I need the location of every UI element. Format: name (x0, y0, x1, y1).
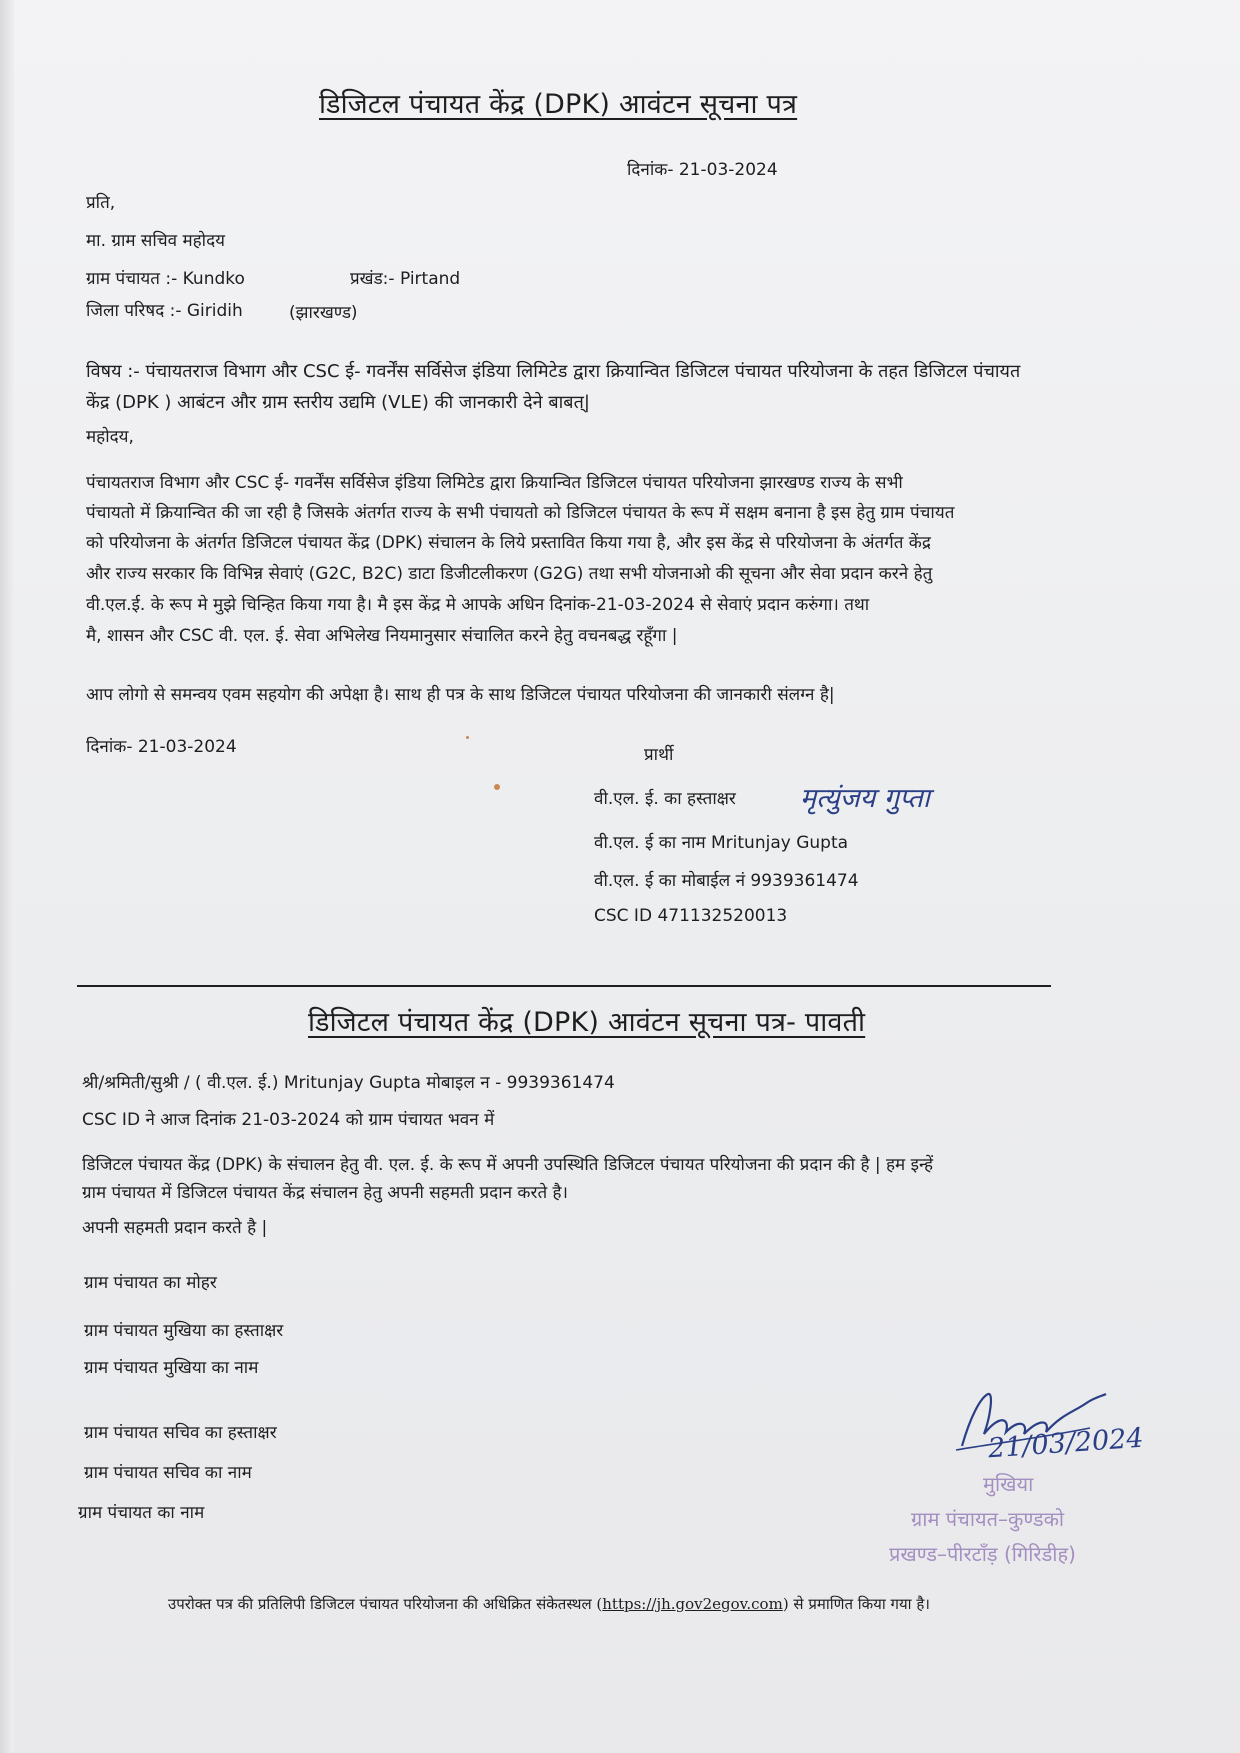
letter-date: दिनांक- 21-03-2024 (627, 160, 778, 180)
certification-note (168, 1594, 930, 1614)
receipt-line: डिजिटल पंचायत केंद्र (DPK) के संचालन हेतु वी. एल. ई. के रूप में अपनी उपस्थिति डिजिटल पंचायत परियोजना की प्रदान की है | हम इन्हें (82, 1155, 934, 1175)
body-line: पंचायतराज विभाग और CSC ई- गवर्नेंस सर्विसेज इंडिया लिमिटेड द्वारा क्रियान्वित डिजिटल पंचायत परियोजना झारखण्ड राज्य के सभी (86, 473, 903, 493)
vle-signature: मृत्युंजय गुप्ता (800, 783, 930, 814)
certification-text: उपरोक्त पत्र की प्रतिलिपी डिजिटल पंचायत परियोजना की अधिक्रित संकेतस्थल ( (168, 1595, 603, 1613)
field-panchayat-name: ग्राम पंचायत का नाम (78, 1503, 205, 1523)
addressee: मा. ग्राम सचिव महोदय (86, 231, 225, 251)
body-line: पंचायतो में क्रियान्वित की जा रही है जिसके अंतर्गत राज्य के सभी पंचायतो को डिजिटल पंचायत के रूप में सक्षम बनाना है इस हेतु ग्राम पंचायत (86, 503, 955, 523)
mukhiya-signature-date: 21/03/2024 (987, 1422, 1145, 1465)
field-mukhiya-signature: ग्राम पंचायत मुखिया का हस्ताक्षर (84, 1321, 284, 1341)
section-divider (77, 985, 1051, 987)
field-mukhiya-name: ग्राम पंचायत मुखिया का नाम (84, 1358, 259, 1378)
certification-text-end: ) से प्रमाणित किया गया है। (782, 1595, 930, 1613)
vle-signature-label: वी.एल. ई. का हस्ताक्षर (594, 789, 736, 809)
address-block: प्रखंड:- Pirtand (350, 269, 461, 289)
letter-title: डिजिटल पंचायत केंद्र (DPK) आवंटन सूचना पत्र (319, 89, 798, 120)
body-line: वी.एल.ई. के रूप मे मुझे चिन्हित किया गया है। मै इस केंद्र मे आपके अधिन दिनांक-21-03-2024 से सेवाएं प्रदान करुंगा। तथा (86, 595, 870, 615)
vle-name: वी.एल. ई का नाम Mritunjay Gupta (594, 833, 849, 853)
applicant-label: प्रार्थी (644, 745, 674, 765)
request-line: आप लोगो से समन्वय एवम सहयोग की अपेक्षा है। साथ ही पत्र के साथ डिजिटल पंचायत परियोजना की जानकारी संलग्न है| (86, 685, 835, 705)
address-to: प्रति, (86, 193, 116, 213)
receipt-title: डिजिटल पंचायत केंद्र (DPK) आवंटन सूचना पत्र- पावती (308, 1007, 866, 1038)
receipt-line: श्री/श्रमिती/सुश्री / ( वी.एल. ई.) Mritunjay Gupta मोबाइल न - 9939361474 (82, 1073, 615, 1093)
vle-mobile: वी.एल. ई का मोबाईल नं 9939361474 (594, 871, 859, 891)
stamp-block: प्रखण्ड–पीरटाँड़ (गिरिडीह) (889, 1542, 1076, 1566)
body-line: को परियोजना के अंतर्गत डिजिटल पंचायत केंद्र (DPK) संचालन के लिये प्रस्तावित किया गया है, और इस केंद्र से परियोजना के अंतर्गत केंद्र (86, 533, 931, 553)
body-line: और राज्य सरकार कि विभिन्न सेवाएं (G2C, B2C) डाटा डिजीटलीकरण (G2G) तथा सभी योजनाओ की सूचना और सेवा प्रदान करने हेतु (86, 564, 933, 584)
footer-date: दिनांक- 21-03-2024 (86, 737, 237, 757)
subject: विषय :- पंचायतराज विभाग और CSC ई- गवर्नेंस सर्विसेज इंडिया लिमिटेड द्वारा क्रियान्वित डिजिटल पंचायत परियोजना के तहत डिजिटल पंचायत केंद्र (DPK ) आबंटन और ग्राम स्तरीय उद्यमि (VLE) की जानकारी देने बाबत्| (86, 361, 1021, 413)
receipt-line: CSC ID ने आज दिनांक 21-03-2024 को ग्राम पंचायत भवन में (82, 1110, 495, 1130)
receipt-line: ग्राम पंचायत में डिजिटल पंचायत केंद्र संचालन हेतु अपनी सहमती प्रदान करते है। (82, 1183, 569, 1203)
certification-link[interactable]: https://jh.gov2egov.com (602, 1595, 783, 1613)
body-line: मै, शासन और CSC वी. एल. ई. सेवा अभिलेख नियमानुसार संचालित करने हेतु वचनबद्ध रहूँगा | (86, 626, 678, 646)
ink-blot (494, 784, 500, 790)
field-sachiv-signature: ग्राम पंचायत सचिव का हस्ताक्षर (84, 1423, 277, 1443)
address-state: (झारखण्ड) (289, 303, 358, 323)
ink-blot (466, 736, 469, 739)
address-panchayat: ग्राम पंचायत :- Kundko (86, 269, 245, 289)
field-stamp: ग्राम पंचायत का मोहर (84, 1273, 217, 1293)
field-sachiv-name: ग्राम पंचायत सचिव का नाम (84, 1463, 252, 1483)
stamp-panchayat: ग्राम पंचायत–कुण्डको (911, 1507, 1065, 1531)
csc-id: CSC ID 471132520013 (594, 906, 788, 926)
stamp-designation: मुखिया (983, 1472, 1034, 1496)
paper-edge-shadow (0, 0, 14, 1753)
receipt-line: अपनी सहमती प्रदान करते है | (82, 1218, 268, 1238)
address-district: जिला परिषद :- Giridih (86, 301, 243, 321)
salutation: महोदय, (86, 427, 134, 447)
